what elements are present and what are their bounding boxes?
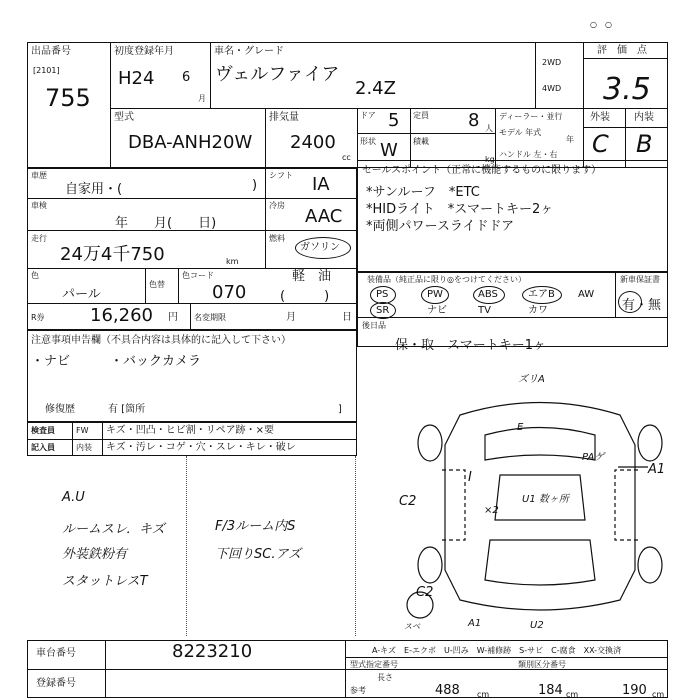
- fuel-gas: ガソリン: [300, 242, 340, 253]
- length-unit: cm: [477, 690, 490, 699]
- name-label: 車名・グレード: [214, 46, 284, 57]
- fuel-label: 燃料: [269, 234, 285, 243]
- tax-unit: 円: [168, 312, 178, 323]
- sales-point-3: *両側パワースライドドア: [366, 219, 515, 234]
- dmg-c2-bottom: C2: [416, 585, 434, 600]
- door-label: ドア: [360, 111, 376, 120]
- color-value: パール: [62, 287, 101, 302]
- dmg-e: E: [517, 422, 524, 433]
- shape-label: 形状: [360, 137, 376, 146]
- type-label: 型式指定番号: [350, 660, 398, 669]
- warranty-circle: [618, 291, 642, 313]
- model-value: DBA-ANH20W: [128, 132, 253, 153]
- car-grade: 2.4Z: [355, 78, 396, 99]
- equip-pw-circle: [421, 286, 449, 304]
- post-value: 保・取 スマートキー1ヶ: [395, 338, 547, 353]
- lot-label: 出品番号: [31, 46, 71, 57]
- door-value: 5: [388, 110, 400, 131]
- dmg-u1: U1 数ヶ所: [522, 494, 569, 505]
- repair-label: 修復歴: [45, 404, 75, 415]
- sales-point-1: *サンルーフ *ETC: [366, 185, 480, 200]
- fw-label: FW: [76, 426, 89, 435]
- width-unit: cm: [566, 690, 579, 699]
- car-diagram: [390, 375, 680, 640]
- sales-point-2: *HIDライト *スマートキー2ヶ: [366, 202, 554, 217]
- inspector-label: 検査員: [31, 426, 55, 435]
- height-unit: cm: [652, 690, 665, 699]
- tax-label: R券: [31, 313, 45, 322]
- disp-value: 2400: [290, 132, 336, 153]
- cap-label: 定員: [413, 111, 429, 120]
- name-change-day: 日: [342, 312, 352, 323]
- history-close: ): [252, 178, 258, 193]
- in-label: 内装: [76, 443, 92, 452]
- chassis-value: 8223210: [172, 641, 253, 662]
- equip-sr: SR: [376, 305, 390, 316]
- hw-left-1: A.U: [62, 490, 85, 505]
- dmg-a1-bottom: A1: [468, 618, 482, 629]
- header-block: [27, 42, 668, 168]
- dmg-top: ズリA: [518, 374, 545, 385]
- int-label: 内装: [634, 112, 654, 123]
- note-item-2: ・バックカメラ: [110, 354, 202, 369]
- equip-ps: PS: [376, 289, 389, 300]
- page-corner-text: ○ ○: [590, 20, 612, 29]
- color-code-value: 070: [212, 282, 247, 303]
- length-value: 488: [435, 683, 460, 698]
- dmg-x2: ×2: [484, 505, 499, 516]
- shape-value: W: [380, 140, 398, 161]
- cap-value: 8: [468, 110, 480, 131]
- car-name: ヴェルファイア: [215, 64, 340, 85]
- disp-unit: cc: [342, 153, 351, 162]
- hw-left-4: スタットレスT: [62, 574, 148, 589]
- ref-label: 参考: [350, 686, 366, 695]
- width-value: 184: [538, 683, 563, 698]
- model-label: 型式: [114, 112, 134, 123]
- ac-value: AAC: [305, 206, 343, 227]
- dmg-u2: U2: [530, 620, 544, 631]
- color-change-label: 色替: [149, 280, 165, 289]
- mileage-label: 走行: [31, 234, 47, 243]
- equip-tv: TV: [478, 305, 491, 316]
- lot-sub: [2101]: [33, 66, 60, 75]
- color-code-label: 色コード: [182, 271, 214, 280]
- reg-month-unit: 月: [198, 94, 206, 103]
- fw-text: キズ・凹凸・ヒビ割・リペア跡・×要: [106, 425, 274, 436]
- notes-title: 注意事項申告欄（不具合内容は具体的に記入して下さい）: [31, 335, 291, 346]
- disp-label: 排気量: [269, 112, 299, 123]
- inspection-value: 年 月( 日): [115, 216, 217, 231]
- load-unit: kg: [485, 155, 495, 164]
- drive-2wd: 2WD: [542, 58, 562, 67]
- chassis-label: 車台番号: [36, 648, 76, 659]
- note-item-1: ・ナビ: [31, 354, 71, 369]
- ext-grade: C: [592, 130, 609, 158]
- mileage-unit: km: [226, 257, 239, 266]
- equip-sr-circle: [370, 302, 396, 319]
- post-label: 後日品: [362, 321, 386, 330]
- equip-airbag-circle: [522, 286, 562, 304]
- hw-left-3: 外装鉄粉有: [62, 547, 128, 562]
- tax-value: 16,260: [90, 305, 153, 326]
- equip-abs-circle: [473, 286, 505, 304]
- repair-value: 有 [箇所: [108, 404, 146, 415]
- repair-close: ]: [338, 404, 342, 415]
- equip-pw: PW: [427, 289, 443, 300]
- history-value: 自家用・(: [65, 182, 123, 197]
- score-value: 3.5: [603, 72, 651, 107]
- fuel-paren: ( ): [280, 289, 330, 304]
- score-label: 評 価 点: [597, 45, 647, 56]
- hw-mid-1: F/3ルーム内S: [215, 519, 296, 534]
- equip-airbag: エアB: [528, 289, 555, 300]
- height-value: 190: [622, 683, 647, 698]
- dmg-sub: スベ: [404, 622, 420, 631]
- shift-value: IA: [312, 174, 330, 195]
- year-unit: 年: [566, 135, 574, 144]
- hw-left-2: ルームスレ．キズ: [62, 522, 165, 537]
- name-change-label: 名変期限: [194, 313, 226, 322]
- reg-era: H24: [118, 68, 155, 89]
- ext-label: 外装: [590, 112, 610, 123]
- dmg-c2-left: C2: [399, 494, 417, 509]
- int-grade: B: [636, 130, 653, 158]
- in-text: キズ・汚レ・コゲ・穴・スレ・キレ・破レ: [106, 442, 296, 453]
- equip-leather: カワ: [528, 305, 548, 316]
- class-label: 類別区分番号: [518, 660, 566, 669]
- ac-label: 冷房: [269, 201, 285, 210]
- warranty-value: 有・無: [622, 298, 662, 313]
- handle-label: ハンドル 左・右: [499, 150, 558, 159]
- history-label: 車歴: [31, 171, 47, 180]
- inspection-label: 車検: [31, 201, 47, 210]
- warranty-label: 新車保証書: [620, 275, 660, 284]
- model-year-label: モデル 年式: [499, 128, 542, 137]
- equip-navi: ナビ: [427, 305, 447, 316]
- color-label: 色: [31, 271, 39, 280]
- reg-label: 初度登録年月: [114, 46, 174, 57]
- hw-mid-2: 下回りSC.アズ: [215, 547, 301, 562]
- load-label: 積載: [413, 137, 429, 146]
- fuel-diesel: 軽 油: [292, 269, 332, 284]
- writer-label: 記入員: [31, 443, 55, 452]
- reg-month: 6: [182, 70, 191, 85]
- equip-aw: AW: [578, 289, 595, 300]
- name-change-month: 月: [286, 312, 296, 323]
- lot-number: 755: [45, 84, 91, 112]
- sales-title: セールスポイント（正常に機能するものに限ります）: [362, 165, 602, 176]
- legend: A-キズ E-エクボ U-凹み W-補修跡 S-サビ C-腐食 XX-交換済: [372, 646, 622, 655]
- mileage-value: 24万4千750: [60, 244, 165, 265]
- drive-4wd: 4WD: [542, 84, 562, 93]
- equipment-title: 装備品（純正品に限り◎をつけてください）: [367, 275, 526, 284]
- dmg-a1-right: A1: [648, 462, 666, 477]
- cap-unit: 人: [485, 124, 493, 133]
- dealer-label: ディーラー・並行: [499, 112, 563, 121]
- dmg-pa: PAゲ: [582, 452, 605, 463]
- dmg-i: I: [468, 470, 472, 485]
- shift-label: シフト: [269, 171, 293, 180]
- length-label: 長さ: [377, 673, 393, 682]
- plate-label: 登録番号: [36, 678, 76, 689]
- equip-abs: ABS: [478, 289, 498, 300]
